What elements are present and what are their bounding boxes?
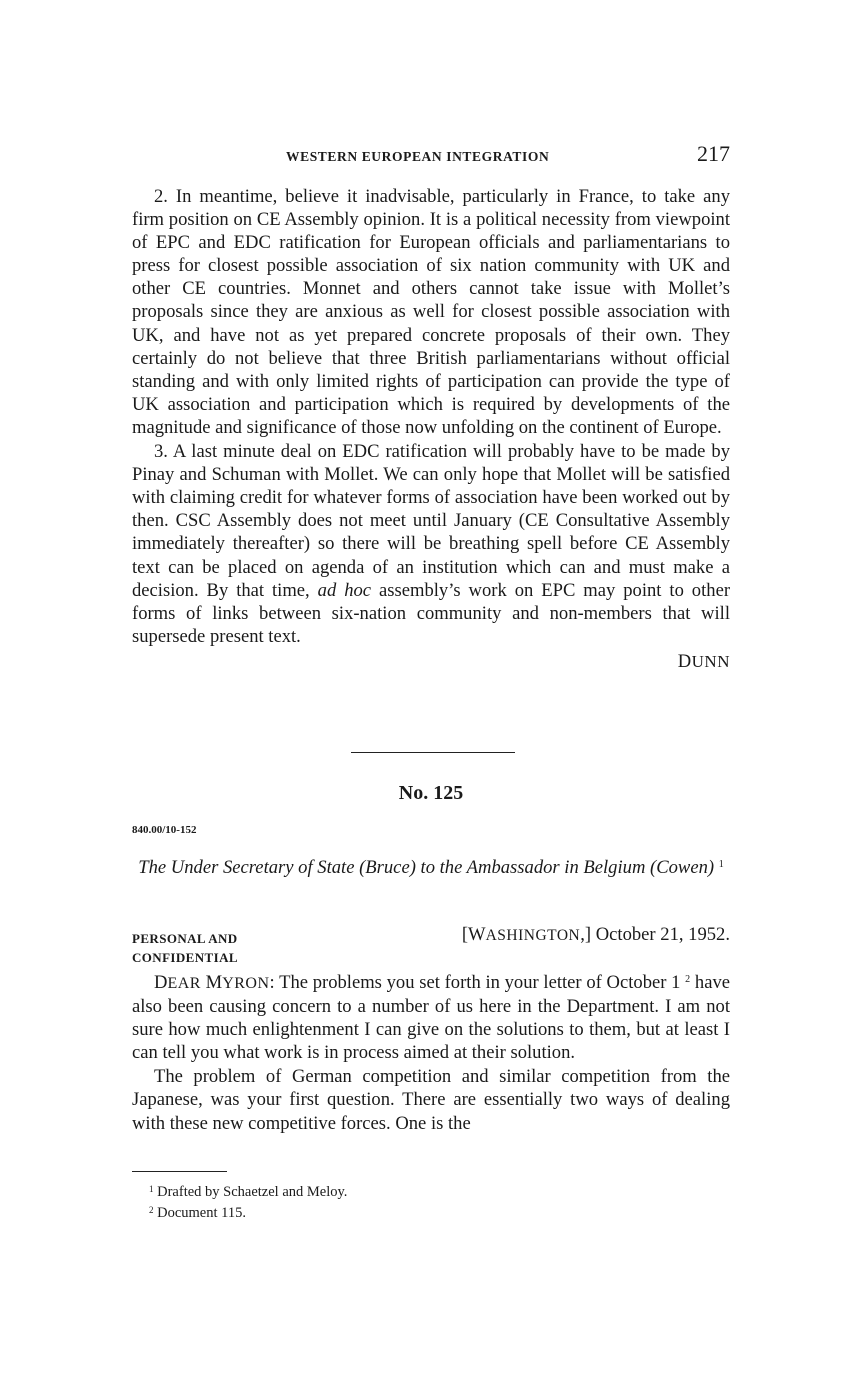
paragraph-2: 2. In meantime, believe it inadvisable, particularly in France, to take any firm position on CE Assembly opinion. It is a political necessity from viewpoint of EPC and EDC ratification for European officials and parliamentarians to press for closest possible association of six nation community with UK and other CE countries. Monnet and others cannot take issue with Mollet’s proposals since they are anxious as well for closest possible association with UK, and have not as yet prepared concrete proposals of their own. They certainly do not believe that three British parliamentarians without official standing and with only limited rights of participation can provide the type of UK association and participation which is required by developments of the magnitude and significance of those now unfolding on the continent of Europe. <box>132 186 730 438</box>
footnote-2: $^2$ Document 115. <box>149 1205 246 1221</box>
letter-paragraph-2: The problem of German competition and similar competition from the Japanese, was your first question. There are essentially two ways of dealing with these new competitive forces. One is the <box>132 1066 730 1134</box>
running-head <box>132 143 730 173</box>
footnote-ref-2: 2 <box>685 974 691 985</box>
continuation-text <box>132 185 730 673</box>
letter-paragraph-1: DEAR MYRON: The problems you set forth in your letter of October 1 $^2$ have also been causing concern to a number of us here in the Department. I am not sure how much enlightenment I can give on the solutions to them, but at least I can tell you what work is in process aimed at their solution. <box>132 972 730 1064</box>
signature: DUNN <box>677 650 730 672</box>
paragraph-3 <box>132 440 730 648</box>
footnote-rule <box>132 1171 227 1172</box>
document-number: No. 125 <box>398 782 464 804</box>
paragraph-3-tail: assembly’s work on EPC may point to other forms of links between six-nation community and non-members that will supersede present text. <box>132 579 731 647</box>
footnote-ref-1: 1 <box>718 859 724 870</box>
document-title: The Under Secretary of State (Bruce) to the Ambassador in Belgium (Cowen) $^1$ <box>138 857 724 878</box>
running-title: WESTERN EUROPEAN INTEGRATION <box>286 149 550 164</box>
paragraph-3-text: 3. A last minute deal on EDC ratification will probably have to be made by Pinay and Schuman with Mollet. We can only hope that Mollet will be satisfied with claiming credit for whatever forms of association have been worked out by then. CSC Assembly does not meet until January (CE Consultative Assembly immediately thereafter) so there will be breathing spell before CE Assembly text can be placed on agenda of an institution which can and must make a decision. By that time, <box>132 441 730 601</box>
footnote-1: $^1$ Drafted by Schaetzel and Meloy. <box>149 1184 348 1200</box>
paragraph-3-italic: ad hoc <box>317 579 372 601</box>
file-number: 840.00/10-152 <box>132 824 197 836</box>
dateline: [WASHINGTON,] October 21, 1952. <box>461 924 730 945</box>
footnotes <box>149 1180 347 1222</box>
page-number: 217 <box>697 141 730 166</box>
classification: PERSONAL AND CONFIDENTIAL <box>132 931 238 965</box>
letter-body <box>132 968 730 1135</box>
section-divider <box>351 752 515 753</box>
